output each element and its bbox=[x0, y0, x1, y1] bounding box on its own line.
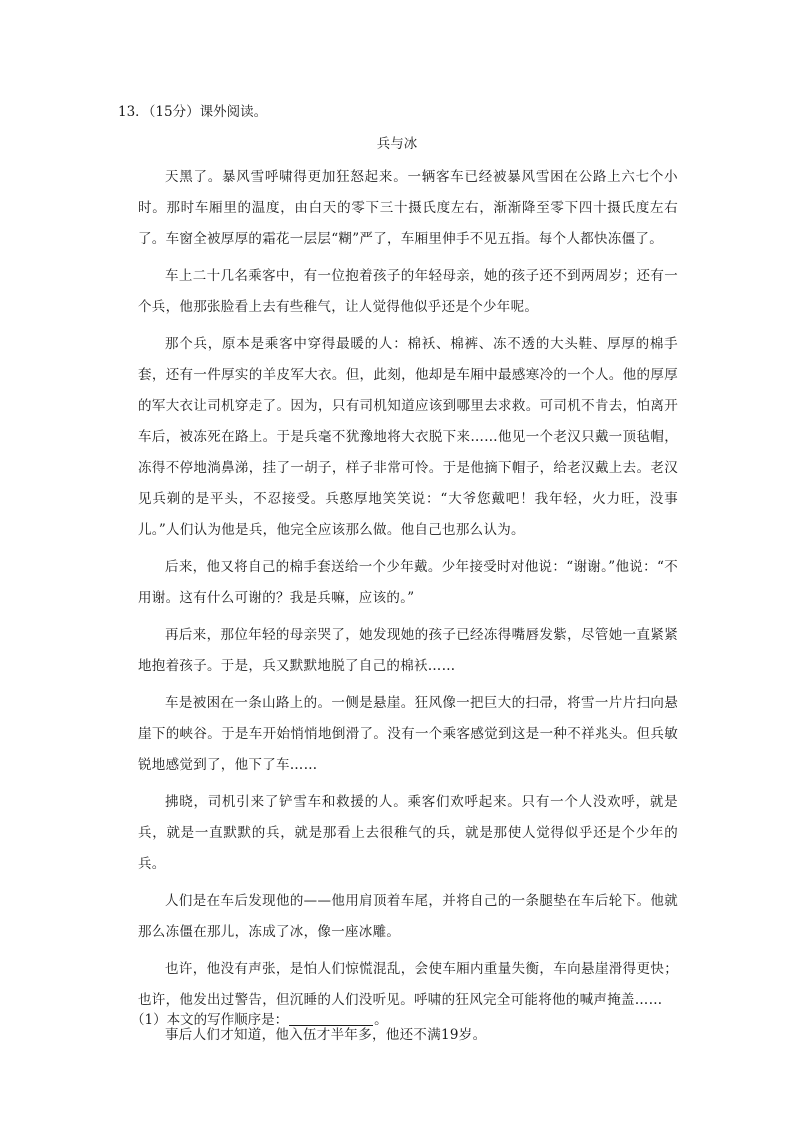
story-paragraph: 后来，他又将自己的棉手套送给一个少年戴。少年接受时对他说：“谢谢。”他说：“不用谢。这有什么可谢的？我是兵嘛，应该的。” bbox=[138, 559, 678, 606]
sub-question-1 bbox=[131, 1010, 388, 1030]
story-body bbox=[138, 162, 678, 1055]
question-header: 13．（15分）课外阅读。 bbox=[118, 104, 268, 120]
story-title: 兵与冰 bbox=[376, 136, 418, 152]
story-paragraph: 也许，他没有声张，是怕人们惊慌混乱，会使车厢内重量失衡，车向悬崖滑得更快；也许，他发出过警告，但沉睡的人们没听见。呼啸的狂风完全可能将他的喊声掩盖…… bbox=[138, 961, 678, 1008]
story-paragraph: 再后来，那位年轻的母亲哭了，她发现她的孩子已经冻得嘴唇发紫，尽管她一直紧紧地抱着孩子。于是，兵又默默地脱了自己的棉袄…… bbox=[138, 627, 678, 674]
story-paragraph: 那个兵，原本是乘客中穿得最暖的人：棉袄、棉裤、冻不透的大头鞋、厚厚的棉手套，还有一件厚实的羊皮军大衣。但，此刻，他却是车厢中最感寒冷的一个人。他的厚厚的军大衣让司机穿走了。因为，只有司机知道应该到哪里去求救。可司机不肯去，怕离开车后，被冻死在路上。于是兵毫不犹豫地将大衣脱下来……他见一个老汉只戴一顶毡帽，冻得不停地淌鼻涕，挂了一胡子，样子非常可怜。于是他摘下帽子，给老汉戴上去。老汉见兵剃的是平头，不忍接受。兵憨厚地笑笑说：“大爷您戴吧！我年轻，火力旺，没事儿。”人们认为他是兵，他完全应该那么做。他自己也那么认为。 bbox=[138, 336, 678, 538]
story-paragraph: 车上二十几名乘客中，有一位抱着孩子的年轻母亲，她的孩子还不到两周岁；还有一个兵，他那张脸看上去有些稚气，让人觉得他似乎还是个少年呢。 bbox=[138, 268, 678, 315]
answer-blank[interactable] bbox=[289, 1011, 373, 1026]
story-paragraph: 人们是在车后发现他的——他用肩顶着车尾，并将自己的一条腿垫在车后轮下。他就那么冻僵在那儿，冻成了冰，像一座冰雕。 bbox=[138, 893, 678, 940]
story-paragraph: 事后人们才知道，他入伍才半年多，他还不满19岁。 bbox=[165, 1027, 487, 1043]
story-paragraph: 拂晓，司机引来了铲雪车和救援的人。乘客们欢呼起来。只有一个人没欢呼，就是兵，就是一直默默的兵，就是那看上去很稚气的兵，就是那使人觉得似乎还是个少年的兵。 bbox=[138, 794, 678, 872]
sub-question-label: （1）本文的写作顺序是： bbox=[131, 1012, 289, 1028]
story-paragraph: 天黑了。暴风雪呼啸得更加狂怒起来。一辆客车已经被暴风雪困在公路上六七个小时。那时车厢里的温度，由白天的零下三十摄氏度左右，渐渐降至零下四十摄氏度左右了。车窗全被厚厚的霜花一层层“糊”严了，车厢里伸手不见五指。每个人都快冻僵了。 bbox=[138, 169, 678, 247]
sub-question-suffix: 。 bbox=[374, 1012, 388, 1028]
story-paragraph: 车是被困在一条山路上的。一侧是悬崖。狂风像一把巨大的扫帚，将雪一片片扫向悬崖下的峡谷。于是车开始悄悄地倒滑了。没有一个乘客感觉到这是一种不祥兆头。但兵敏锐地感觉到了，他下了车…… bbox=[138, 695, 678, 773]
